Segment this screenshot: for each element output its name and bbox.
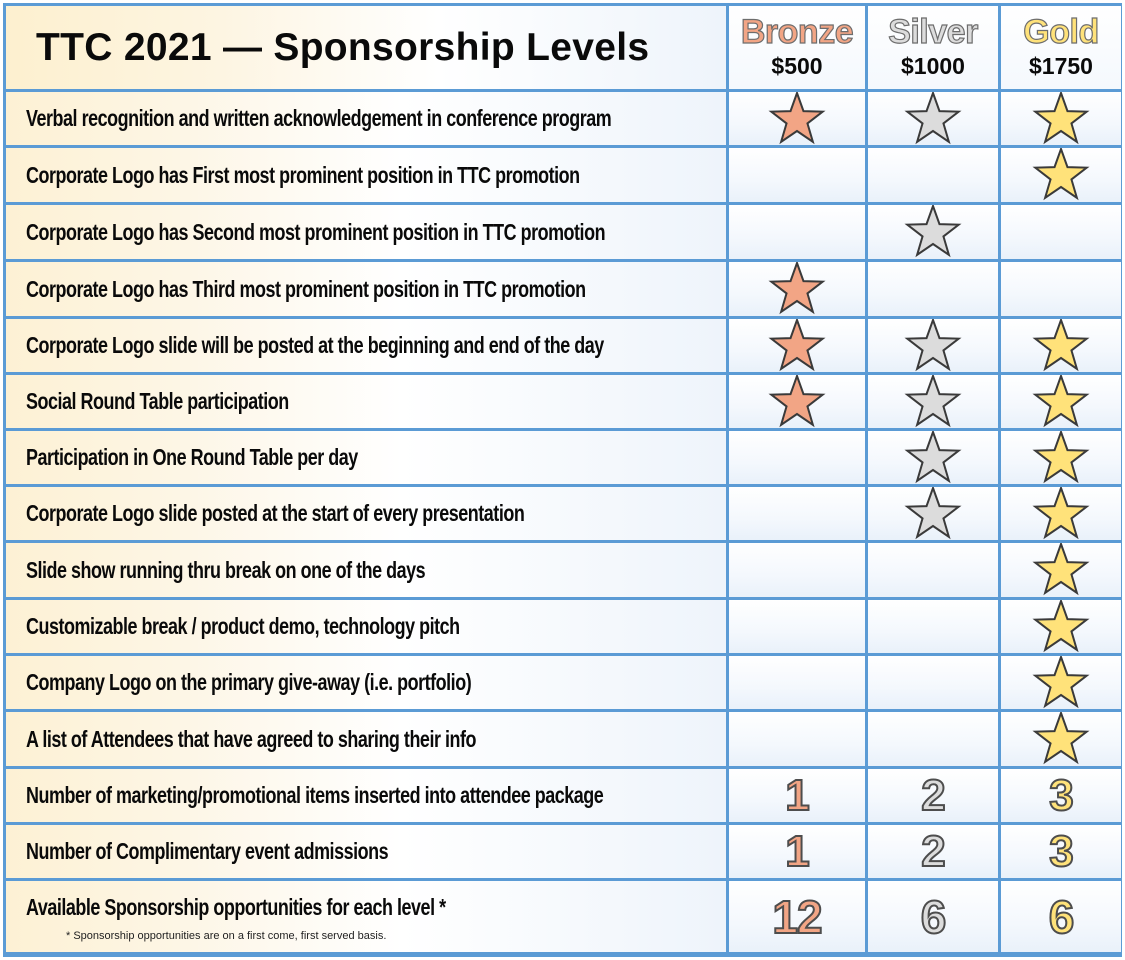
bronze-star-icon: [768, 262, 826, 316]
silver-count-value: 6: [920, 890, 946, 943]
feature-row-label: [6, 148, 726, 202]
feature-row-label: [6, 262, 726, 316]
tier-cell-silver: [868, 825, 998, 878]
tier-cell-bronze: [729, 656, 865, 709]
silver-star-icon: [904, 319, 962, 372]
feature-row-label: [6, 543, 726, 597]
tier-price-gold: $1750: [1029, 53, 1093, 79]
tier-cell-silver: [868, 262, 998, 316]
tier-cell-bronze: [729, 375, 865, 428]
silver-count-value: 2: [921, 770, 945, 820]
tier-price-silver: $1000: [901, 53, 965, 79]
feature-row-label: [6, 881, 726, 952]
feature-label: Number of Complimentary event admissions: [26, 838, 389, 864]
tier-cell-bronze: [729, 881, 865, 952]
tier-cell-gold: [1001, 205, 1121, 259]
tier-name-silver: Silver: [888, 13, 978, 51]
tier-cell-silver: [868, 319, 998, 372]
feature-row-label: [6, 319, 726, 372]
feature-label: Corporate Logo has Third most prominent position in TTC promotion: [26, 275, 586, 302]
tier-cell-gold: [1001, 487, 1121, 540]
tier-header-gold: [1001, 6, 1121, 89]
feature-label: Social Round Table participation: [26, 388, 289, 414]
bronze-star-icon: [768, 92, 826, 145]
feature-label: Participation in One Round Table per day: [26, 444, 358, 470]
tier-cell-silver: [868, 431, 998, 484]
gold-star-icon: [1032, 92, 1090, 145]
tier-cell-bronze: [729, 205, 865, 259]
gold-star-icon: [1032, 431, 1090, 484]
silver-star-icon: [904, 375, 962, 428]
feature-label: Corporate Logo has First most prominent position in TTC promotion: [26, 161, 580, 188]
gold-star-icon: [1032, 600, 1090, 653]
tier-cell-silver: [868, 543, 998, 597]
tier-cell-bronze: [729, 148, 865, 202]
tier-cell-bronze: [729, 543, 865, 597]
tier-cell-silver: [868, 92, 998, 145]
tier-cell-silver: [868, 712, 998, 766]
tier-header-silver: [868, 6, 998, 89]
tier-cell-silver: [868, 656, 998, 709]
bronze-star-icon: [768, 319, 826, 372]
tier-cell-gold: [1001, 769, 1121, 822]
silver-star-icon: [904, 92, 962, 145]
tier-cell-gold: [1001, 712, 1121, 766]
tier-cell-silver: [868, 881, 998, 952]
tier-name-bronze: Bronze: [740, 13, 854, 51]
gold-star-icon: [1032, 375, 1090, 428]
tier-cell-bronze: [729, 600, 865, 653]
feature-label: Slide show running thru break on one of the days: [26, 556, 426, 583]
tier-cell-bronze: [729, 319, 865, 372]
feature-label: Corporate Logo has Second most prominent position in TTC promotion: [26, 218, 606, 245]
tier-cell-silver: [868, 205, 998, 259]
bronze-count-value: 1: [785, 826, 809, 876]
gold-count-value: 6: [1048, 890, 1074, 943]
tier-cell-gold: [1001, 431, 1121, 484]
feature-row-label: [6, 92, 726, 145]
bronze-star-icon: [768, 375, 826, 428]
feature-row-label: [6, 656, 726, 709]
feature-label: Verbal recognition and written acknowledgement in conference program: [26, 105, 612, 131]
gold-count-value: 3: [1049, 826, 1073, 876]
feature-label: Corporate Logo slide will be posted at the beginning and end of the day: [26, 332, 604, 358]
footnote: * Sponsorship opportunities are on a first come, first served basis.: [66, 930, 387, 942]
tier-cell-bronze: [729, 769, 865, 822]
feature-row-label: [6, 600, 726, 653]
feature-row-label: [6, 825, 726, 878]
bronze-count-value: 12: [772, 890, 822, 943]
tier-cell-gold: [1001, 262, 1121, 316]
feature-label: A list of Attendees that have agreed to sharing their info: [26, 725, 476, 752]
feature-label: Available Sponsorship opportunities for each level *: [26, 894, 446, 920]
feature-row-label: [6, 431, 726, 484]
page-title: TTC 2021 — Sponsorship Levels: [36, 25, 650, 69]
tier-cell-silver: [868, 600, 998, 653]
tier-cell-gold: [1001, 825, 1121, 878]
gold-count-value: 3: [1049, 770, 1073, 820]
gold-star-icon: [1032, 487, 1090, 540]
gold-star-icon: [1032, 712, 1090, 766]
feature-label: Corporate Logo slide posted at the start of every presentation: [26, 500, 525, 526]
feature-label: Company Logo on the primary give-away (i.e. portfolio): [26, 669, 472, 695]
tier-cell-gold: [1001, 881, 1121, 952]
tier-price-bronze: $500: [771, 53, 823, 79]
title-cell: [6, 6, 726, 89]
tier-cell-bronze: [729, 431, 865, 484]
tier-cell-gold: [1001, 656, 1121, 709]
silver-star-icon: [904, 487, 962, 540]
gold-star-icon: [1032, 543, 1090, 597]
sponsorship-table: [3, 3, 1122, 957]
tier-cell-gold: [1001, 92, 1121, 145]
tier-cell-bronze: [729, 262, 865, 316]
tier-cell-gold: [1001, 375, 1121, 428]
tier-cell-bronze: [729, 825, 865, 878]
tier-cell-gold: [1001, 319, 1121, 372]
bronze-count-value: 1: [785, 770, 809, 820]
tier-cell-bronze: [729, 712, 865, 766]
feature-label: Customizable break / product demo, technology pitch: [26, 613, 460, 639]
feature-row-label: [6, 487, 726, 540]
tier-cell-bronze: [729, 92, 865, 145]
feature-label: Number of marketing/promotional items inserted into attendee package: [26, 782, 604, 808]
tier-cell-silver: [868, 487, 998, 540]
tier-cell-silver: [868, 375, 998, 428]
feature-row-label: [6, 769, 726, 822]
tier-cell-gold: [1001, 543, 1121, 597]
gold-star-icon: [1032, 656, 1090, 709]
gold-star-icon: [1032, 148, 1090, 202]
gold-star-icon: [1032, 319, 1090, 372]
tier-cell-silver: [868, 148, 998, 202]
tier-cell-gold: [1001, 148, 1121, 202]
feature-row-label: [6, 205, 726, 259]
feature-row-label: [6, 712, 726, 766]
silver-star-icon: [904, 431, 962, 484]
tier-cell-silver: [868, 769, 998, 822]
tier-name-gold: Gold: [1023, 13, 1099, 51]
silver-count-value: 2: [921, 826, 945, 876]
tier-header-bronze: [729, 6, 865, 89]
silver-star-icon: [904, 205, 962, 259]
tier-cell-gold: [1001, 600, 1121, 653]
tier-cell-bronze: [729, 487, 865, 540]
feature-row-label: [6, 375, 726, 428]
